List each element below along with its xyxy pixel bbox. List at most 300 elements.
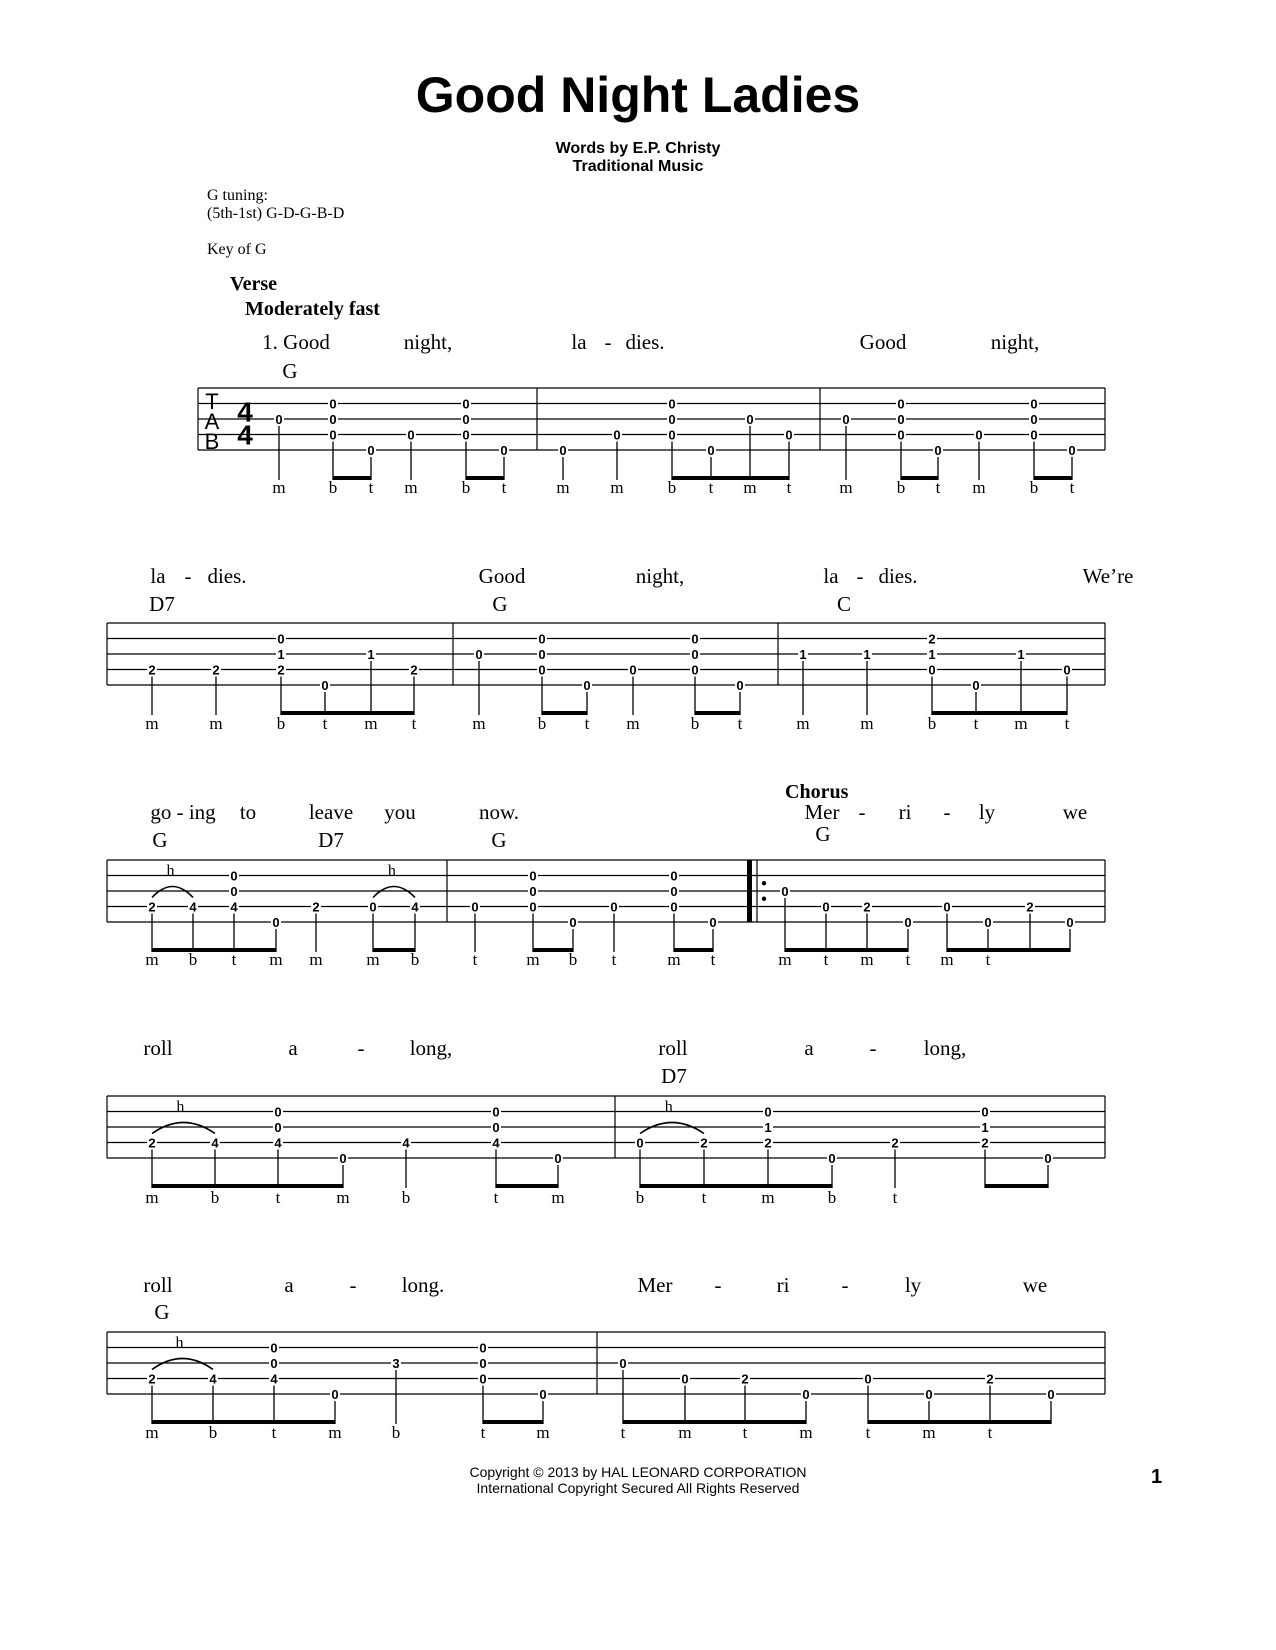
fret-number: 0 [1030,412,1038,427]
fret-number: 1 [277,647,285,662]
lyric: dies. [625,330,665,354]
fret-number: 0 [975,427,983,443]
hammer-on-label: h [175,1334,184,1352]
lyric-hyphen: - [841,1273,849,1297]
lyric: a [284,1273,294,1297]
fret-number: 0 [492,1104,500,1120]
fret-number: 0 [925,1387,933,1402]
hammer-on-slur [152,887,193,898]
finger-label: t [231,950,237,969]
lyric-hyphen: - [943,800,951,824]
tuning-label: G tuning: [207,187,268,204]
lyric: Good [478,564,526,588]
fret-number: 0 [842,412,850,427]
fret-number: 0 [339,1151,347,1166]
chord-symbol: G [152,828,168,852]
fret-number: 0 [270,1356,278,1371]
finger-label: t [892,1188,898,1207]
fret-number: 2 [928,631,936,647]
beam [542,711,587,715]
lyric: Good [859,330,907,354]
finger-label: m [309,950,323,969]
finger-label: b [188,950,198,969]
finger-label: m [556,478,570,497]
lyric-hyphen: - [349,1273,357,1297]
fret-number: 4 [211,1135,219,1151]
chorus-heading: Chorus [785,781,849,803]
fret-number: 0 [475,647,483,662]
fret-number: 0 [479,1356,487,1371]
fret-number: 0 [462,396,470,412]
fret-number: 0 [668,412,676,427]
fret-number: 0 [275,412,283,427]
beam [281,711,414,715]
fret-number: 0 [569,915,577,930]
beam [947,948,1070,952]
lyric: we [1062,800,1088,824]
finger-label: b [537,714,547,733]
fret-number: 0 [492,1120,500,1135]
lyric: we [1022,1273,1048,1297]
lyric: We’re [1082,564,1134,588]
fret-number: 2 [981,1135,989,1151]
finger-label: t [271,1423,277,1442]
beam [785,948,908,952]
finger-label: m [364,714,378,733]
finger-label: b [1029,478,1039,497]
lyric: long, [923,1036,967,1060]
hammer-on-slur [152,1359,213,1370]
finger-label: t [611,950,617,969]
fret-number: 1 [928,647,936,662]
fret-number: 2 [148,1135,156,1151]
finger-label: m [145,1423,159,1442]
fret-number: 2 [148,899,156,915]
fret-number: 0 [479,1340,487,1356]
repeat-barline-thick [747,860,752,922]
finger-label: m [536,1423,550,1442]
finger-label: t [472,950,478,969]
fret-number: 4 [189,899,197,915]
fret-number: 0 [230,868,238,884]
finger-label: m [922,1423,936,1442]
beam [152,1420,335,1424]
beam [496,1184,558,1188]
fret-number: 0 [329,412,337,427]
fret-number: 0 [972,678,980,693]
beam [466,476,504,480]
fret-number: 0 [822,899,830,915]
tempo-marking: Moderately fast [245,298,380,320]
finger-label: t [742,1423,748,1442]
beam [901,476,938,480]
finger-label: m [626,714,640,733]
fret-number: 0 [367,443,375,458]
lyric-hyphen: - [357,1036,365,1060]
finger-label: b [827,1188,837,1207]
fret-number: 0 [321,678,329,693]
fret-number: 0 [613,427,621,443]
finger-label: m [145,950,159,969]
fret-number: 4 [492,1135,500,1151]
fret-number: 0 [538,647,546,662]
copyright-line: International Copyright Secured All Rights Reserved [476,1480,800,1496]
fret-number: 0 [270,1340,278,1356]
fret-number: 0 [904,915,912,930]
fret-number: 0 [471,899,479,915]
beam [985,1184,1048,1188]
beam [932,711,1067,715]
fret-number: 0 [277,631,285,647]
lyric: la [823,564,839,588]
fret-number: 0 [897,396,905,412]
fret-number: 4 [402,1135,410,1151]
finger-label: m [145,714,159,733]
finger-label: t [737,714,743,733]
fret-number: 0 [668,396,676,412]
fret-number: 0 [691,647,699,662]
fret-number: 0 [828,1151,836,1166]
fret-number: 0 [764,1104,772,1120]
hammer-on-slur [152,1123,215,1134]
fret-number: 0 [610,899,618,915]
finger-label: t [985,950,991,969]
fret-number: 1 [799,647,807,662]
chord-symbol: D7 [318,828,344,852]
fret-number: 0 [274,1120,282,1135]
beam [1034,476,1072,480]
finger-label: t [905,950,911,969]
fret-number: 4 [270,1371,278,1387]
finger-label: t [701,1188,707,1207]
finger-label: b [401,1188,411,1207]
finger-label: t [584,714,590,733]
fret-number: 1 [1017,647,1025,662]
fret-number: 0 [329,396,337,412]
lyric-hyphen: - [604,330,612,354]
finger-label: m [972,478,986,497]
lyricist-credit: Words by E.P. Christy [555,140,721,157]
finger-label: m [209,714,223,733]
fret-number: 2 [764,1135,772,1151]
finger-label: m [799,1423,813,1442]
finger-label: m [778,950,792,969]
finger-label: t [620,1423,626,1442]
lyric-hyphen: - [858,800,866,824]
fret-number: 0 [736,678,744,693]
finger-label: m [743,478,757,497]
lyric-hyphen: - [856,564,864,588]
fret-number: 0 [529,899,537,915]
key-signature: Key of G [207,241,267,258]
fret-number: 0 [583,678,591,693]
lyric: Mer [804,800,840,824]
finger-label: t [987,1423,993,1442]
chord-symbol: D7 [149,592,175,616]
fret-number: 0 [554,1151,562,1166]
fret-number: 2 [1026,899,1034,915]
finger-label: b [410,950,420,969]
tab-clef-letter: A [204,409,220,434]
fret-number: 0 [691,662,699,678]
hammer-on-label: h [166,862,175,880]
lyric: roll [658,1036,688,1060]
finger-label: b [391,1423,401,1442]
fret-number: 0 [331,1387,339,1402]
fret-number: 2 [312,899,320,915]
finger-label: t [1069,478,1075,497]
fret-number: 0 [981,1104,989,1120]
fret-number: 0 [707,443,715,458]
repeat-dot [762,881,766,885]
fret-number: 4 [209,1371,217,1387]
finger-label: b [667,478,677,497]
lyric: ri [898,800,912,824]
beam [333,476,371,480]
finger-label: t [973,714,979,733]
lyric: roll [143,1036,173,1060]
finger-label: b [896,478,906,497]
finger-label: m [761,1188,775,1207]
beam [623,1420,806,1424]
finger-label: m [678,1423,692,1442]
finger-label: t [710,950,716,969]
fret-number: 0 [943,899,951,915]
finger-label: t [480,1423,486,1442]
tuning-strings: (5th-1st) G-D-G-B-D [207,205,345,222]
beam [152,1184,343,1188]
finger-label: t [935,478,941,497]
fret-number: 0 [670,884,678,899]
chord-symbol: D7 [661,1064,687,1088]
fret-number: 0 [274,1104,282,1120]
finger-label: m [1014,714,1028,733]
finger-label: t [823,950,829,969]
fret-number: 0 [500,443,508,458]
beam [695,711,740,715]
lyric-hyphen: - [714,1273,722,1297]
fret-number: 0 [1068,443,1076,458]
fret-number: 4 [230,899,238,915]
finger-label: m [336,1188,350,1207]
chord-symbol: G [491,828,507,852]
chord-symbol: G [282,359,298,383]
page-number: 1 [1151,1466,1163,1488]
lyric: Mer [637,1273,673,1297]
beam [868,1420,1051,1424]
fret-number: 0 [407,427,415,443]
finger-label: m [272,478,286,497]
hammer-on-label: h [387,862,396,880]
fret-number: 2 [148,662,156,678]
lyric-hyphen: - [184,564,192,588]
fret-number: 4 [411,899,419,915]
lyric: dies. [207,564,247,588]
finger-label: m [796,714,810,733]
fret-number: 1 [764,1120,772,1135]
lyric: dies. [878,564,918,588]
fret-number: 2 [148,1371,156,1387]
fret-number: 1 [981,1120,989,1135]
finger-label: m [610,478,624,497]
finger-label: t [322,714,328,733]
lyric: long. [401,1273,445,1297]
copyright-line: Copyright © 2013 by HAL LEONARD CORPORATION [469,1464,807,1480]
lyric: roll [143,1273,173,1297]
fret-number: 2 [700,1135,708,1151]
lyric: night, [635,564,685,588]
finger-label: m [472,714,486,733]
repeat-dot [762,897,766,901]
fret-number: 0 [1047,1387,1055,1402]
lyric: you [384,800,416,824]
finger-label: m [366,950,380,969]
finger-label: b [276,714,286,733]
fret-number: 0 [619,1356,627,1371]
fret-number: 0 [1044,1151,1052,1166]
lyric: ri [776,1273,790,1297]
beam [483,1420,543,1424]
fret-number: 2 [986,1371,994,1387]
finger-label: b [461,478,471,497]
fret-number: 2 [410,662,418,678]
fret-number: 0 [629,662,637,678]
chord-symbol: G [154,1300,170,1324]
finger-label: t [368,478,374,497]
hammer-on-label: h [176,1098,185,1116]
music-credit: Traditional Music [572,158,704,175]
lyric: to [239,800,257,824]
finger-label: b [328,478,338,497]
finger-label: t [493,1188,499,1207]
finger-label: m [839,478,853,497]
tab-clef-letter: T [205,389,219,414]
fret-number: 0 [559,443,567,458]
finger-label: b [690,714,700,733]
fret-number: 2 [863,899,871,915]
fret-number: 0 [691,631,699,647]
fret-number: 0 [681,1371,689,1387]
finger-label: m [404,478,418,497]
fret-number: 0 [897,427,905,443]
finger-label: m [328,1423,342,1442]
lyric: long, [409,1036,453,1060]
finger-label: m [860,714,874,733]
finger-label: t [708,478,714,497]
lyric: la [150,564,166,588]
fret-number: 0 [1030,396,1038,412]
finger-label: m [860,950,874,969]
fret-number: 0 [785,427,793,443]
lyric: a [804,1036,814,1060]
fret-number: 0 [928,662,936,678]
fret-number: 3 [392,1356,400,1371]
lyric: a [288,1036,298,1060]
finger-label: m [551,1188,565,1207]
finger-label: t [786,478,792,497]
fret-number: 1 [863,647,871,662]
fret-number: 0 [529,884,537,899]
finger-label: b [635,1188,645,1207]
lyric-hyphen: - [869,1036,877,1060]
lyric: night, [990,330,1040,354]
fret-number: 0 [462,427,470,443]
finger-label: m [269,950,283,969]
fret-number: 0 [897,412,905,427]
lyric: ly [978,800,996,824]
fret-number: 0 [369,899,377,915]
fret-number: 0 [984,915,992,930]
fret-number: 0 [1030,427,1038,443]
finger-label: t [865,1423,871,1442]
finger-label: m [940,950,954,969]
finger-label: t [411,714,417,733]
fret-number: 0 [230,884,238,899]
hammer-on-slur [640,1123,704,1134]
finger-label: m [526,950,540,969]
chord-symbol: G [492,592,508,616]
fret-number: 2 [212,662,220,678]
finger-label: b [208,1423,218,1442]
fret-number: 0 [802,1387,810,1402]
song-title: Good Night Ladies [415,67,861,123]
lyric: 1. Good [262,330,330,354]
finger-label: b [927,714,937,733]
fret-number: 0 [538,662,546,678]
fret-number: 0 [670,899,678,915]
fret-number: 0 [746,412,754,427]
chord-symbol: G [815,822,831,846]
finger-label: t [1064,714,1070,733]
lyric: go - ing [150,800,216,824]
fret-number: 0 [781,884,789,899]
finger-label: m [667,950,681,969]
fret-number: 0 [934,443,942,458]
verse-heading: Verse [230,273,278,295]
fret-number: 1 [367,647,375,662]
fret-number: 0 [1066,915,1074,930]
fret-number: 0 [539,1387,547,1402]
fret-number: 0 [272,915,280,930]
fret-number: 0 [529,868,537,884]
lyric: night, [403,330,453,354]
fret-number: 2 [741,1371,749,1387]
lyric: la [571,330,587,354]
finger-label: m [145,1188,159,1207]
lyric: now. [478,800,520,824]
hammer-on-slur [373,887,415,898]
fret-number: 0 [329,427,337,443]
fret-number: 0 [1063,662,1071,678]
tab-clef-letter: B [204,429,220,454]
fret-number: 2 [277,662,285,678]
beam [152,948,276,952]
chord-symbol: C [836,592,852,616]
fret-number: 0 [636,1135,644,1151]
fret-number: 2 [891,1135,899,1151]
time-signature-top: 4 [237,396,253,428]
fret-number: 0 [670,868,678,884]
beam [640,1184,832,1188]
time-signature-bottom: 4 [237,419,253,451]
hammer-on-label: h [664,1098,673,1116]
lyric: leave [308,800,354,824]
finger-label: b [568,950,578,969]
finger-label: b [210,1188,220,1207]
fret-number: 0 [479,1371,487,1387]
fret-number: 0 [668,427,676,443]
finger-label: t [275,1188,281,1207]
